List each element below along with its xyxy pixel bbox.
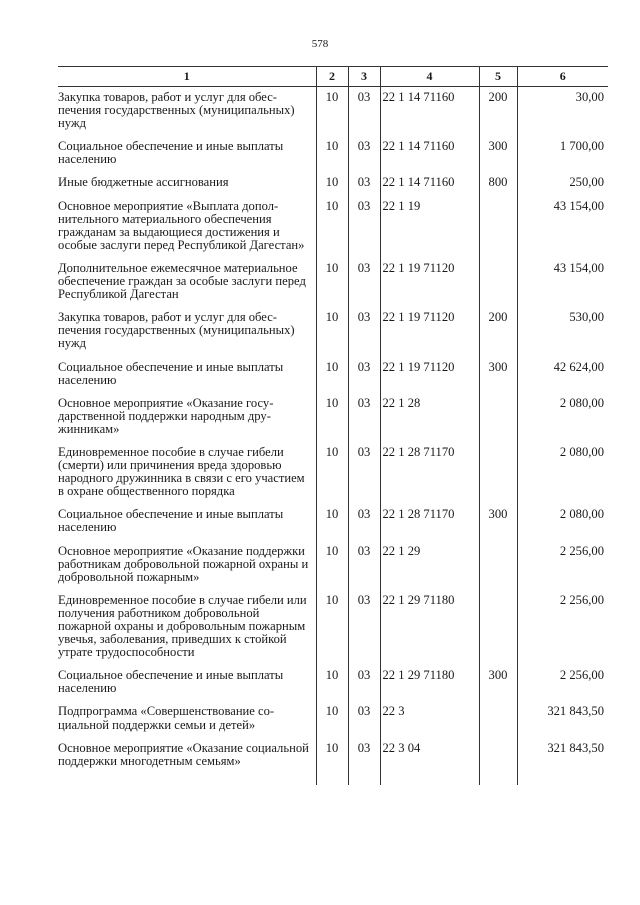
row-amount: 43 154,00: [517, 262, 608, 301]
row-expense-type: 300: [479, 508, 517, 534]
row-code: 22 1 28 71170: [380, 446, 479, 498]
page-number: 578: [311, 38, 329, 50]
table-row: [58, 262, 608, 301]
table-row: [58, 705, 608, 731]
table-row: [58, 508, 608, 534]
row-amount: 2 256,00: [517, 545, 608, 584]
row-subsection: 03: [348, 262, 380, 301]
col-header: 6: [517, 67, 608, 87]
row-section: 10: [316, 705, 348, 731]
row-subsection: 03: [348, 669, 380, 695]
row-subsection: 03: [348, 397, 380, 436]
row-code: 22 1 29 71180: [380, 669, 479, 695]
row-name: Социальное обеспечение и иные выплаты населению: [58, 359, 284, 387]
row-section: 10: [316, 742, 348, 768]
row-section: 10: [316, 262, 348, 301]
table-row: [58, 140, 608, 166]
table-row: [58, 361, 608, 387]
row-name: Социальное обеспечение и иные выплаты населению: [58, 507, 284, 535]
col-header: 1: [58, 67, 316, 87]
table-row: [58, 397, 608, 436]
row-amount: 250,00: [517, 176, 608, 189]
budget-table: [58, 66, 608, 785]
row-code: 22 1 14 71160: [380, 176, 479, 189]
row-expense-type: [479, 705, 517, 731]
row-code: 22 1 19 71120: [380, 262, 479, 301]
row-subsection: 03: [348, 311, 380, 350]
row-code: 22 1 19: [380, 200, 479, 252]
row-name: Основное мероприятие «Оказание социальной поддержки многодетным семьям»: [58, 740, 309, 768]
row-section: 10: [316, 140, 348, 166]
row-subsection: 03: [348, 446, 380, 498]
row-code: 22 1 29: [380, 545, 479, 584]
row-section: 10: [316, 594, 348, 659]
row-subsection: 03: [348, 545, 380, 584]
row-expense-type: [479, 742, 517, 768]
row-amount: 2 256,00: [517, 669, 608, 695]
row-expense-type: 300: [479, 669, 517, 695]
row-amount: 2 080,00: [517, 446, 608, 498]
table-row: [58, 176, 608, 189]
table-row: [58, 669, 608, 695]
row-section: 10: [316, 176, 348, 189]
row-name: Закупка товаров, работ и услуг для обеспечения государственных (муниципальных) нужд: [58, 310, 295, 351]
table-row: [58, 594, 608, 659]
row-name: Единовременное пособие в случае гибели (смерти) или причинения вреда здоровью народного дружинника в связи с его участием в охране общественного порядка: [58, 444, 305, 499]
row-expense-type: 200: [479, 311, 517, 350]
row-code: 22 3 04: [380, 742, 479, 768]
row-section: 10: [316, 545, 348, 584]
row-amount: 43 154,00: [517, 200, 608, 252]
row-amount: 530,00: [517, 311, 608, 350]
row-expense-type: 300: [479, 361, 517, 387]
row-expense-type: 800: [479, 176, 517, 189]
table-row: [58, 742, 608, 768]
row-expense-type: [479, 594, 517, 659]
col-header: 4: [380, 67, 479, 87]
row-subsection: 03: [348, 87, 380, 131]
row-code: 22 1 28: [380, 397, 479, 436]
row-name: Основное мероприятие «Выплата дополнительного материального обеспечения гражданам за выдающиеся достижения и особые заслуги перед Республикой Дагестан»: [58, 198, 305, 252]
table-row: [58, 446, 608, 498]
row-section: 10: [316, 669, 348, 695]
row-expense-type: [479, 200, 517, 252]
row-amount: 30,00: [517, 87, 608, 131]
row-amount: 2 080,00: [517, 508, 608, 534]
table-row: [58, 311, 608, 350]
row-name: Иные бюджетные ассигнования: [58, 175, 229, 190]
table-row: [58, 545, 608, 584]
row-expense-type: [479, 446, 517, 498]
row-name: Основное мероприятие «Оказание государственной поддержки народным дружинникам»: [58, 395, 274, 436]
table-header-row: [58, 67, 608, 87]
row-expense-type: [479, 397, 517, 436]
row-amount: 1 700,00: [517, 140, 608, 166]
row-subsection: 03: [348, 361, 380, 387]
row-subsection: 03: [348, 508, 380, 534]
row-name: Социальное обеспечение и иные выплаты населению: [58, 139, 284, 167]
row-code: 22 1 19 71120: [380, 361, 479, 387]
row-expense-type: 200: [479, 87, 517, 131]
row-expense-type: [479, 545, 517, 584]
row-expense-type: 300: [479, 140, 517, 166]
row-amount: 321 843,50: [517, 742, 608, 768]
row-subsection: 03: [348, 594, 380, 659]
row-name: Дополнительное ежемесячное материальное обеспечение граждан за особые заслуги перед Республикой Дагестан: [58, 260, 306, 302]
col-header: 3: [348, 67, 380, 87]
table-row: [58, 200, 608, 252]
row-amount: 321 843,50: [517, 705, 608, 731]
row-code: 22 1 28 71170: [380, 508, 479, 534]
row-subsection: 03: [348, 742, 380, 768]
row-amount: 2 256,00: [517, 594, 608, 659]
row-section: 10: [316, 446, 348, 498]
row-name: Единовременное пособие в случае гибели или получения работником добровольной пожарной охраны и добровольным пожарным увечья, заболевания, приведших к стойкой утрате трудоспособности: [58, 592, 307, 660]
row-expense-type: [479, 262, 517, 301]
row-section: 10: [316, 200, 348, 252]
row-section: 10: [316, 87, 348, 131]
row-section: 10: [316, 397, 348, 436]
col-header: 2: [316, 67, 348, 87]
table-row: [58, 87, 608, 131]
row-subsection: 03: [348, 140, 380, 166]
row-amount: 42 624,00: [517, 361, 608, 387]
row-code: 22 3: [380, 705, 479, 731]
row-name: Подпрограмма «Совершенствование социальной поддержки семьи и детей»: [58, 704, 275, 732]
row-code: 22 1 29 71180: [380, 594, 479, 659]
row-section: 10: [316, 508, 348, 534]
row-name: Социальное обеспечение и иные выплаты населению: [58, 668, 284, 696]
row-section: 10: [316, 311, 348, 350]
row-code: 22 1 14 71160: [380, 140, 479, 166]
row-subsection: 03: [348, 705, 380, 731]
row-subsection: 03: [348, 176, 380, 189]
row-name: Закупка товаров, работ и услуг для обеспечения государственных (муниципальных) нужд: [58, 90, 295, 131]
row-code: 22 1 19 71120: [380, 311, 479, 350]
row-subsection: 03: [348, 200, 380, 252]
row-section: 10: [316, 361, 348, 387]
row-name: Основное мероприятие «Оказание поддержки работникам добровольной пожарной охраны и добровольной пожарным»: [58, 543, 309, 584]
row-code: 22 1 14 71160: [380, 87, 479, 131]
row-amount: 2 080,00: [517, 397, 608, 436]
col-header: 5: [479, 67, 517, 87]
